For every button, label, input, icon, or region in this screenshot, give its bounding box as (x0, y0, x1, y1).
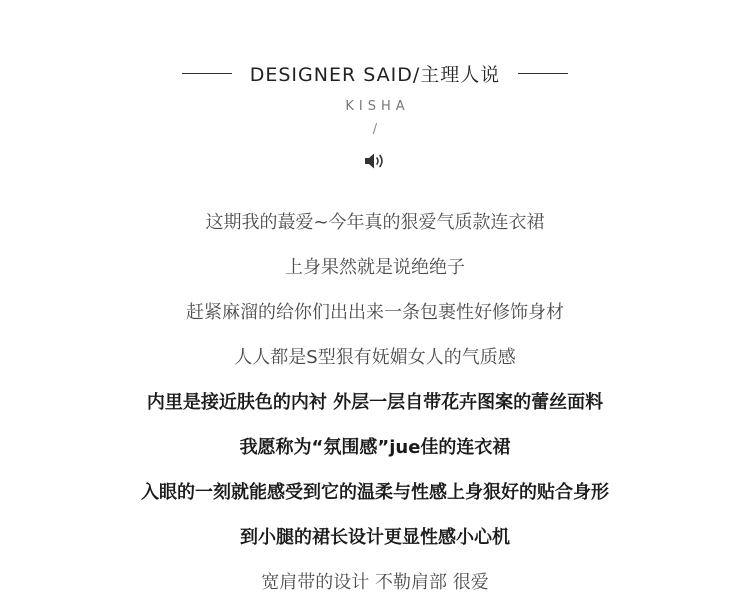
author-name: KISHA (345, 99, 410, 114)
description-lines (0, 205, 750, 610)
description-line-bold: 内里是接近肤色的内衬 外层一层自带花卉图案的蕾丝面料 (146, 392, 604, 413)
description-line: 这期我的蕞爱~今年真的狠爱气质款连衣裙 (205, 212, 545, 233)
speaker-icon[interactable] (364, 151, 386, 171)
description-line: 人人都是S型狠有妩媚女人的气质感 (234, 347, 516, 368)
description-line-bold: 入眼的一刻就能感受到它的温柔与性感上身狠好的贴合身形 (141, 482, 609, 503)
section-title: DESIGNER SAID/主理人说 (249, 63, 501, 86)
description-line: 上身果然就是说绝绝子 (285, 257, 465, 278)
description-line-bold: 到小腿的裙长设计更显性感小心机 (240, 527, 510, 548)
header-rule-right (518, 73, 568, 74)
description-line-bold: 我愿称为“氛围感”jue佳的连衣裙 (239, 437, 511, 458)
description-line: 宽肩带的设计 不勒肩部 很爱 (261, 572, 489, 593)
header-rule-left (182, 73, 232, 74)
description-line: 赶紧麻溜的给你们出出来一条包裹性好修饰身材 (186, 302, 564, 323)
section-header (0, 58, 750, 88)
author-separator: / (372, 122, 378, 137)
